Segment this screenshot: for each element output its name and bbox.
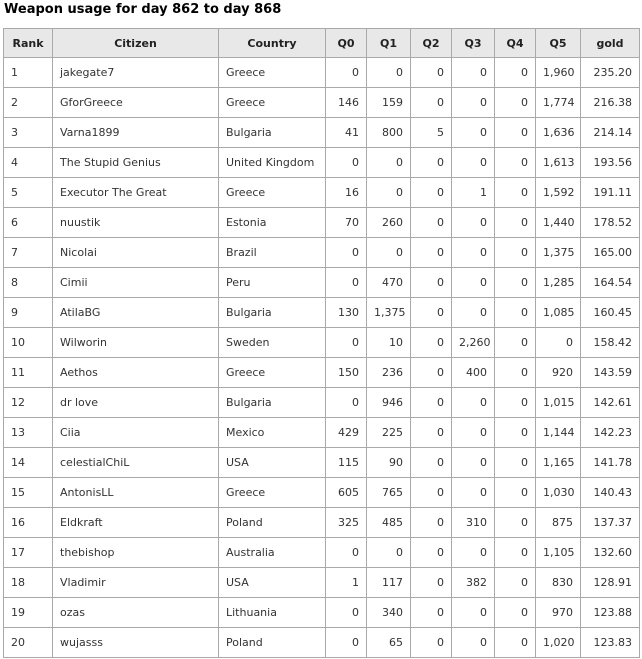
cell-q2: 0: [411, 628, 452, 658]
table-row: [4, 358, 640, 388]
cell-gold: 235.20: [581, 58, 640, 88]
cell-q1: 65: [367, 628, 411, 658]
cell-q1: 0: [367, 148, 411, 178]
cell-gold: 123.88: [581, 598, 640, 628]
cell-country: USA: [219, 568, 326, 598]
cell-q4: 0: [495, 238, 536, 268]
citizen-link[interactable]: AntonisLL: [53, 478, 219, 508]
citizen-link[interactable]: wujasss: [53, 628, 219, 658]
citizen-link[interactable]: Eldkraft: [53, 508, 219, 538]
cell-country: Mexico: [219, 418, 326, 448]
cell-q3: 0: [452, 268, 495, 298]
cell-q2: 0: [411, 508, 452, 538]
table-row: [4, 238, 640, 268]
cell-q0: 115: [326, 448, 367, 478]
cell-gold: 137.37: [581, 508, 640, 538]
table-row: [4, 598, 640, 628]
cell-rank: 14: [4, 448, 53, 478]
table-row: [4, 448, 640, 478]
cell-q2: 0: [411, 238, 452, 268]
cell-country: Brazil: [219, 238, 326, 268]
cell-q1: 470: [367, 268, 411, 298]
header-gold[interactable]: gold: [581, 29, 640, 58]
citizen-link[interactable]: dr love: [53, 388, 219, 418]
cell-gold: 142.61: [581, 388, 640, 418]
cell-q0: 429: [326, 418, 367, 448]
table-row: [4, 628, 640, 658]
cell-q3: 1: [452, 178, 495, 208]
citizen-link[interactable]: Nicolai: [53, 238, 219, 268]
cell-country: Greece: [219, 178, 326, 208]
cell-q5: 1,105: [536, 538, 581, 568]
cell-q4: 0: [495, 118, 536, 148]
cell-country: Bulgaria: [219, 298, 326, 328]
cell-q4: 0: [495, 178, 536, 208]
cell-rank: 20: [4, 628, 53, 658]
cell-q3: 0: [452, 538, 495, 568]
cell-country: Sweden: [219, 328, 326, 358]
cell-q0: 0: [326, 148, 367, 178]
cell-rank: 7: [4, 238, 53, 268]
cell-q5: 830: [536, 568, 581, 598]
cell-rank: 3: [4, 118, 53, 148]
table-row: [4, 418, 640, 448]
header-q5[interactable]: Q5: [536, 29, 581, 58]
header-q3[interactable]: Q3: [452, 29, 495, 58]
table-row: [4, 538, 640, 568]
cell-q3: 0: [452, 628, 495, 658]
cell-q1: 0: [367, 178, 411, 208]
cell-q5: 1,144: [536, 418, 581, 448]
cell-q5: 0: [536, 328, 581, 358]
cell-rank: 5: [4, 178, 53, 208]
cell-q4: 0: [495, 448, 536, 478]
cell-q2: 0: [411, 388, 452, 418]
header-citizen[interactable]: Citizen: [53, 29, 219, 58]
cell-q1: 225: [367, 418, 411, 448]
cell-country: Bulgaria: [219, 118, 326, 148]
cell-q1: 159: [367, 88, 411, 118]
cell-q5: 1,774: [536, 88, 581, 118]
cell-q2: 0: [411, 268, 452, 298]
cell-q0: 0: [326, 538, 367, 568]
cell-q4: 0: [495, 208, 536, 238]
cell-q5: 1,375: [536, 238, 581, 268]
header-q0[interactable]: Q0: [326, 29, 367, 58]
cell-q2: 0: [411, 58, 452, 88]
cell-rank: 17: [4, 538, 53, 568]
cell-country: USA: [219, 448, 326, 478]
cell-q1: 117: [367, 568, 411, 598]
citizen-link[interactable]: GforGreece: [53, 88, 219, 118]
cell-rank: 4: [4, 148, 53, 178]
cell-q2: 0: [411, 538, 452, 568]
cell-q4: 0: [495, 58, 536, 88]
cell-q1: 340: [367, 598, 411, 628]
cell-q1: 0: [367, 538, 411, 568]
cell-q0: 0: [326, 598, 367, 628]
cell-q3: 0: [452, 118, 495, 148]
cell-country: Lithuania: [219, 598, 326, 628]
citizen-link[interactable]: Aethos: [53, 358, 219, 388]
cell-country: Greece: [219, 358, 326, 388]
cell-q5: 1,020: [536, 628, 581, 658]
cell-gold: 158.42: [581, 328, 640, 358]
citizen-link[interactable]: The Stupid Genius: [53, 148, 219, 178]
cell-q1: 800: [367, 118, 411, 148]
cell-q2: 0: [411, 208, 452, 238]
cell-q3: 0: [452, 448, 495, 478]
cell-gold: 160.45: [581, 298, 640, 328]
cell-q3: 2,260: [452, 328, 495, 358]
table-row: [4, 208, 640, 238]
cell-q4: 0: [495, 478, 536, 508]
table-row: [4, 508, 640, 538]
cell-gold: 123.83: [581, 628, 640, 658]
cell-q2: 0: [411, 328, 452, 358]
cell-q1: 236: [367, 358, 411, 388]
cell-rank: 18: [4, 568, 53, 598]
cell-q2: 0: [411, 298, 452, 328]
cell-q1: 90: [367, 448, 411, 478]
cell-q0: 325: [326, 508, 367, 538]
cell-q5: 1,613: [536, 148, 581, 178]
cell-q1: 485: [367, 508, 411, 538]
cell-rank: 9: [4, 298, 53, 328]
cell-gold: 140.43: [581, 478, 640, 508]
citizen-link[interactable]: Wilworin: [53, 328, 219, 358]
table-row: [4, 478, 640, 508]
cell-q2: 0: [411, 148, 452, 178]
cell-q2: 0: [411, 88, 452, 118]
table-row: [4, 568, 640, 598]
cell-q0: 41: [326, 118, 367, 148]
cell-q0: 70: [326, 208, 367, 238]
cell-q5: 1,165: [536, 448, 581, 478]
cell-q2: 5: [411, 118, 452, 148]
cell-q4: 0: [495, 388, 536, 418]
cell-gold: 193.56: [581, 148, 640, 178]
header-country[interactable]: Country: [219, 29, 326, 58]
cell-rank: 6: [4, 208, 53, 238]
cell-country: Greece: [219, 478, 326, 508]
cell-q3: 0: [452, 388, 495, 418]
cell-q4: 0: [495, 418, 536, 448]
cell-country: Poland: [219, 628, 326, 658]
cell-q3: 0: [452, 208, 495, 238]
cell-rank: 13: [4, 418, 53, 448]
table-row: [4, 148, 640, 178]
cell-q4: 0: [495, 628, 536, 658]
cell-gold: 164.54: [581, 268, 640, 298]
cell-q0: 150: [326, 358, 367, 388]
cell-q4: 0: [495, 148, 536, 178]
cell-q5: 1,440: [536, 208, 581, 238]
cell-gold: 216.38: [581, 88, 640, 118]
cell-rank: 19: [4, 598, 53, 628]
citizen-link[interactable]: thebishop: [53, 538, 219, 568]
cell-q3: 400: [452, 358, 495, 388]
cell-rank: 11: [4, 358, 53, 388]
cell-q0: 16: [326, 178, 367, 208]
cell-gold: 141.78: [581, 448, 640, 478]
table-header-row: [4, 29, 640, 58]
table-row: [4, 178, 640, 208]
citizen-link[interactable]: Executor The Great: [53, 178, 219, 208]
header-q1[interactable]: Q1: [367, 29, 411, 58]
cell-country: Peru: [219, 268, 326, 298]
cell-rank: 12: [4, 388, 53, 418]
cell-q3: 0: [452, 418, 495, 448]
cell-gold: 191.11: [581, 178, 640, 208]
citizen-link[interactable]: celestialChiL: [53, 448, 219, 478]
cell-rank: 1: [4, 58, 53, 88]
cell-q3: 0: [452, 58, 495, 88]
cell-rank: 15: [4, 478, 53, 508]
header-q2[interactable]: Q2: [411, 29, 452, 58]
cell-q3: 0: [452, 598, 495, 628]
cell-q2: 0: [411, 178, 452, 208]
cell-rank: 2: [4, 88, 53, 118]
cell-country: Bulgaria: [219, 388, 326, 418]
table-row: [4, 58, 640, 88]
page-title: Weapon usage for day 862 to day 868: [4, 2, 282, 17]
cell-q2: 0: [411, 568, 452, 598]
table-body: [4, 58, 640, 658]
cell-gold: 128.91: [581, 568, 640, 598]
table-row: [4, 88, 640, 118]
cell-q0: 130: [326, 298, 367, 328]
cell-q1: 765: [367, 478, 411, 508]
citizen-link[interactable]: Vladimir: [53, 568, 219, 598]
cell-q5: 1,030: [536, 478, 581, 508]
cell-q4: 0: [495, 358, 536, 388]
cell-q5: 1,636: [536, 118, 581, 148]
weapon-usage-table: [3, 28, 640, 658]
cell-q5: 970: [536, 598, 581, 628]
citizen-link[interactable]: nuustik: [53, 208, 219, 238]
cell-q3: 382: [452, 568, 495, 598]
cell-country: United Kingdom: [219, 148, 326, 178]
citizen-link[interactable]: Cimii: [53, 268, 219, 298]
cell-q5: 920: [536, 358, 581, 388]
cell-q2: 0: [411, 478, 452, 508]
header-rank[interactable]: Rank: [4, 29, 53, 58]
cell-country: Poland: [219, 508, 326, 538]
cell-rank: 16: [4, 508, 53, 538]
cell-q0: 1: [326, 568, 367, 598]
cell-q2: 0: [411, 418, 452, 448]
cell-q1: 10: [367, 328, 411, 358]
cell-gold: 178.52: [581, 208, 640, 238]
cell-q4: 0: [495, 598, 536, 628]
cell-q0: 0: [326, 628, 367, 658]
cell-q0: 605: [326, 478, 367, 508]
cell-q4: 0: [495, 538, 536, 568]
table-row: [4, 268, 640, 298]
cell-country: Estonia: [219, 208, 326, 238]
cell-q1: 260: [367, 208, 411, 238]
table-row: [4, 388, 640, 418]
cell-q5: 1,085: [536, 298, 581, 328]
cell-country: Australia: [219, 538, 326, 568]
cell-q0: 0: [326, 238, 367, 268]
cell-q0: 0: [326, 388, 367, 418]
citizen-link[interactable]: jakegate7: [53, 58, 219, 88]
cell-gold: 165.00: [581, 238, 640, 268]
cell-q3: 0: [452, 148, 495, 178]
cell-gold: 214.14: [581, 118, 640, 148]
cell-q1: 0: [367, 238, 411, 268]
cell-q1: 0: [367, 58, 411, 88]
cell-q5: 1,015: [536, 388, 581, 418]
cell-rank: 10: [4, 328, 53, 358]
citizen-link[interactable]: Ciia: [53, 418, 219, 448]
cell-q3: 310: [452, 508, 495, 538]
cell-q4: 0: [495, 508, 536, 538]
cell-q5: 1,592: [536, 178, 581, 208]
cell-q0: 0: [326, 58, 367, 88]
cell-q3: 0: [452, 88, 495, 118]
cell-q0: 146: [326, 88, 367, 118]
header-q4[interactable]: Q4: [495, 29, 536, 58]
cell-gold: 142.23: [581, 418, 640, 448]
citizen-link[interactable]: AtilaBG: [53, 298, 219, 328]
table-row: [4, 328, 640, 358]
cell-q4: 0: [495, 298, 536, 328]
cell-gold: 132.60: [581, 538, 640, 568]
cell-rank: 8: [4, 268, 53, 298]
cell-q5: 875: [536, 508, 581, 538]
cell-q0: 0: [326, 328, 367, 358]
cell-q3: 0: [452, 238, 495, 268]
cell-q4: 0: [495, 268, 536, 298]
cell-q5: 1,285: [536, 268, 581, 298]
cell-q0: 0: [326, 268, 367, 298]
citizen-link[interactable]: ozas: [53, 598, 219, 628]
table-row: [4, 118, 640, 148]
citizen-link[interactable]: Varna1899: [53, 118, 219, 148]
cell-country: Greece: [219, 88, 326, 118]
cell-q3: 0: [452, 298, 495, 328]
cell-q4: 0: [495, 88, 536, 118]
cell-gold: 143.59: [581, 358, 640, 388]
cell-q1: 1,375: [367, 298, 411, 328]
cell-q4: 0: [495, 328, 536, 358]
cell-q3: 0: [452, 478, 495, 508]
cell-country: Greece: [219, 58, 326, 88]
cell-q4: 0: [495, 568, 536, 598]
cell-q2: 0: [411, 598, 452, 628]
cell-q5: 1,960: [536, 58, 581, 88]
table-row: [4, 298, 640, 328]
cell-q2: 0: [411, 448, 452, 478]
cell-q1: 946: [367, 388, 411, 418]
cell-q2: 0: [411, 358, 452, 388]
